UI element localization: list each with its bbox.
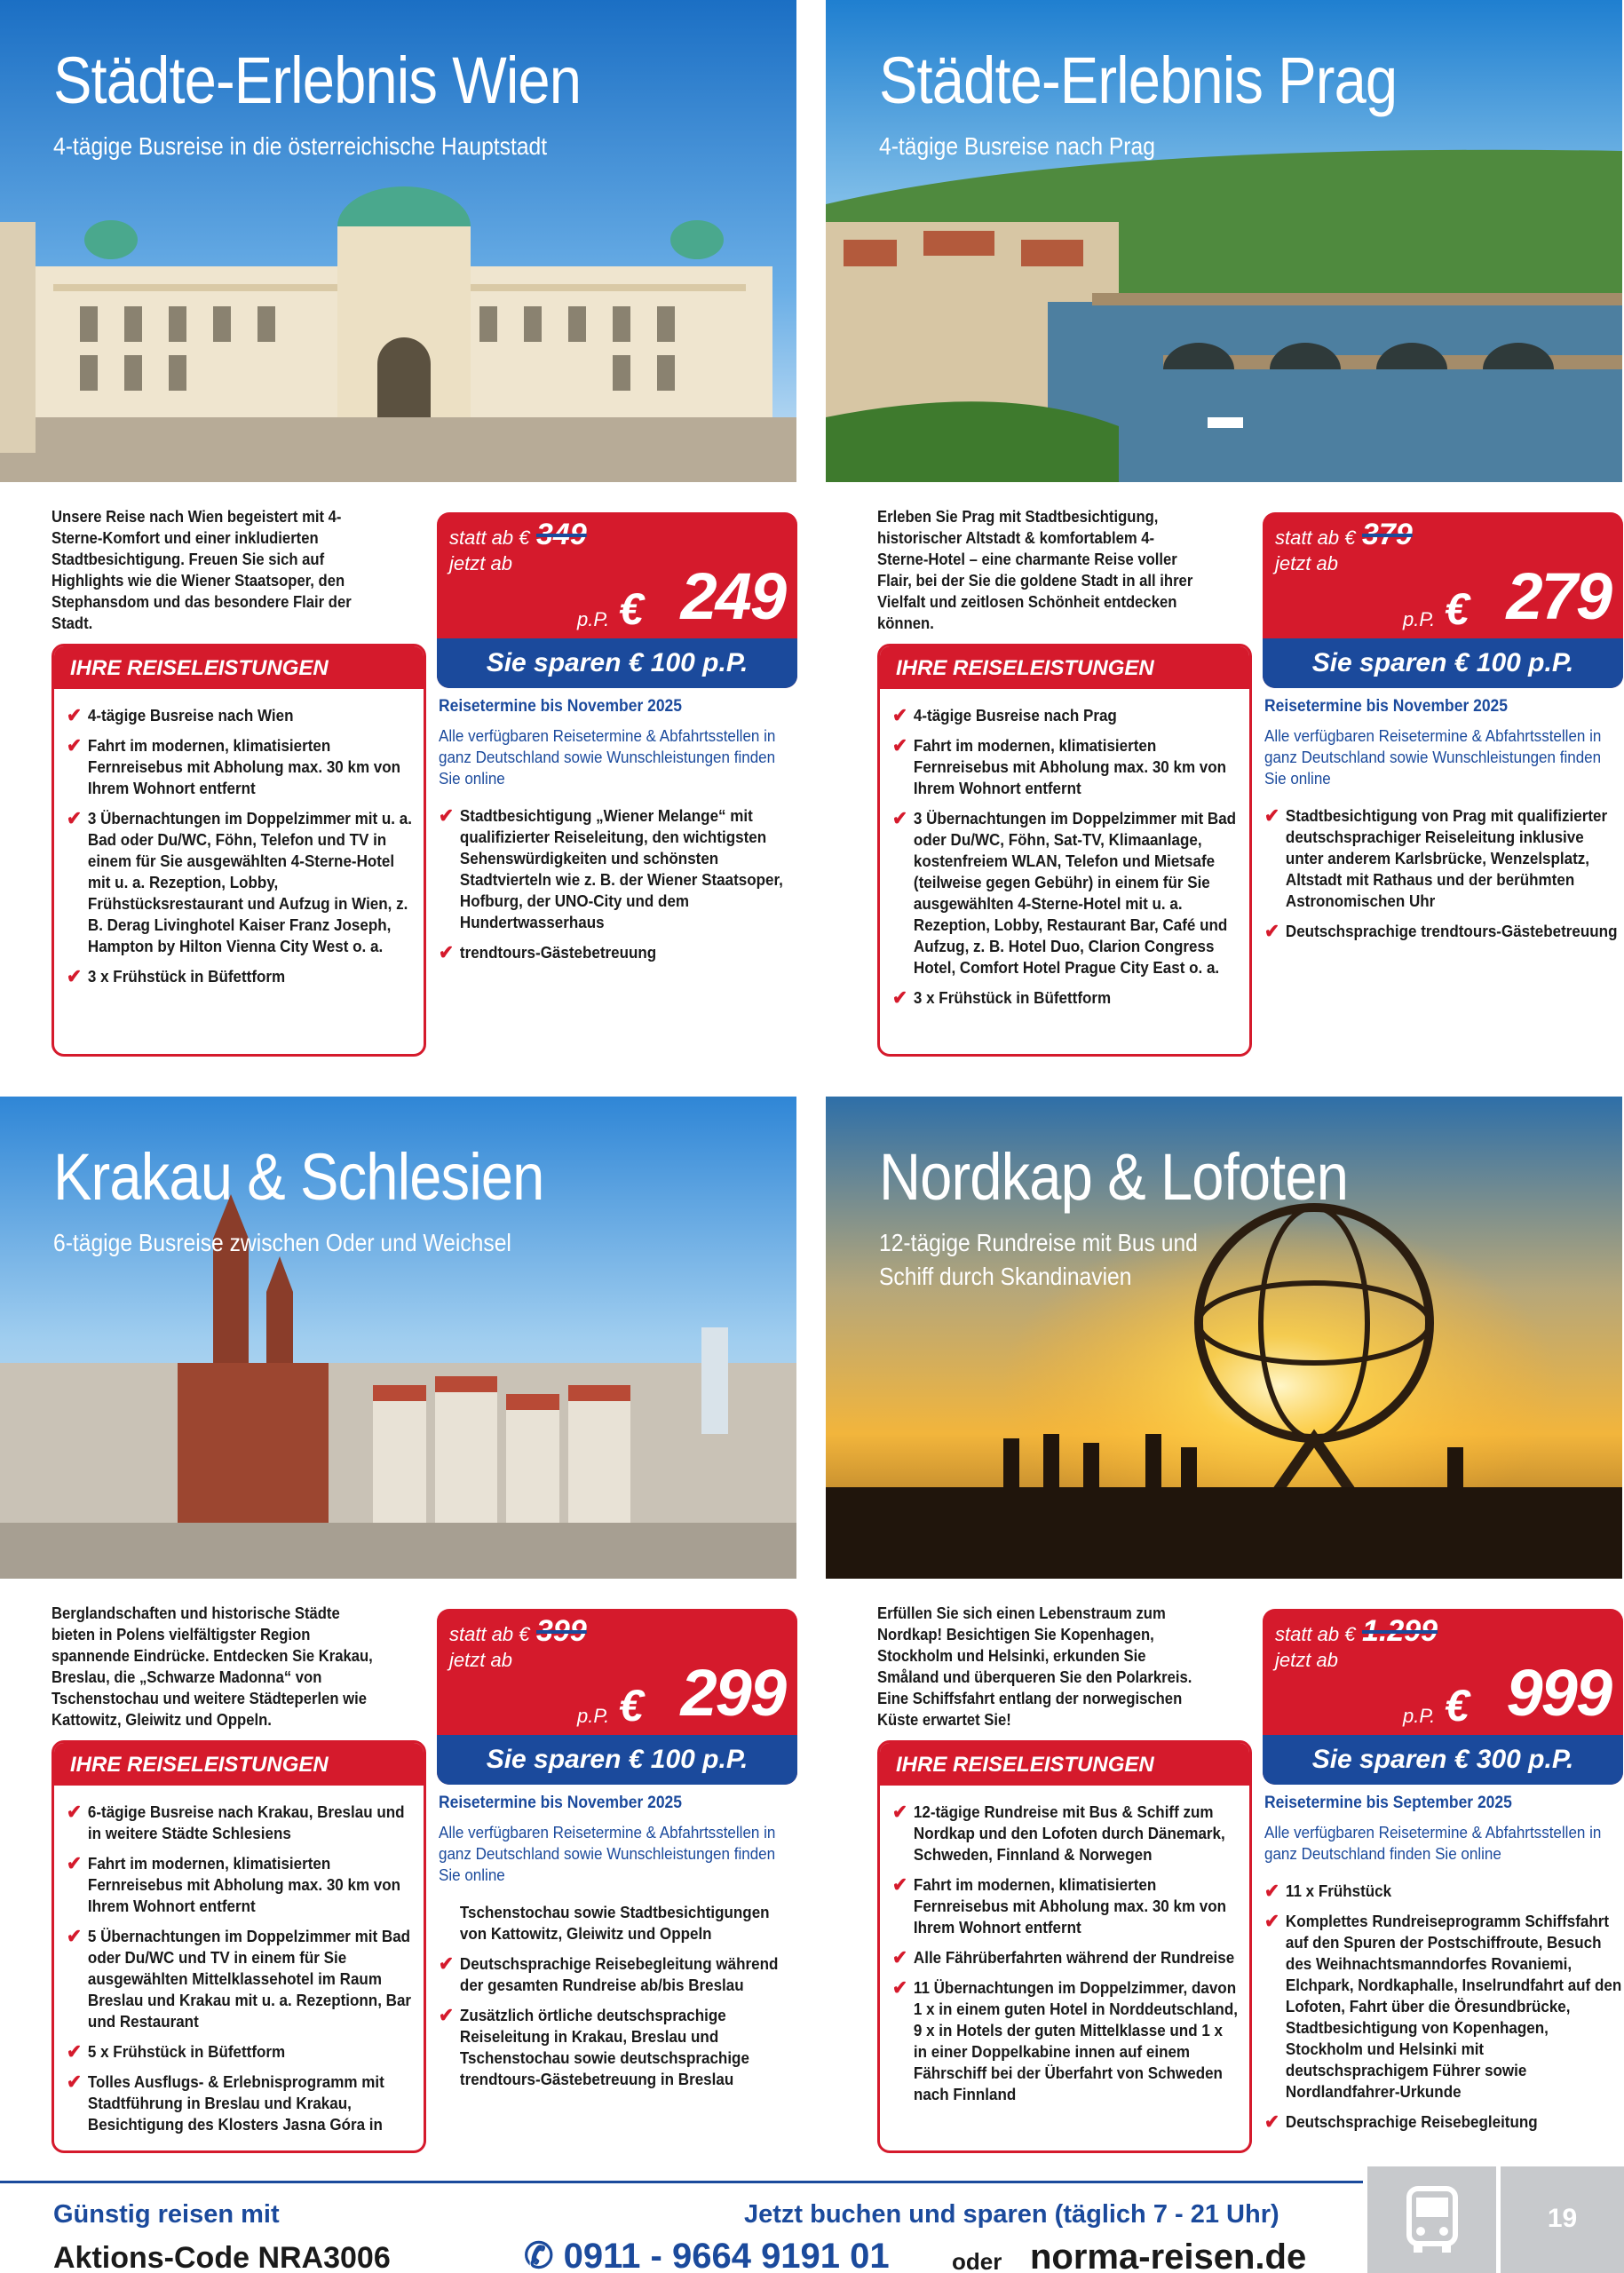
leistungen-box [51,1740,426,2153]
savings-banner: Sie sparen € 100 p.P. [1263,638,1623,688]
leistungen-box [51,644,426,1057]
list-item: ✔ Alle Fährüberfahrten während der Rundreise [892,1946,1235,1968]
euro-sign: € [619,1681,644,1730]
page-number: 19 [1547,2204,1578,2233]
availability-note: Alle verfügbaren Reisetermine & Abfahrtsstellen in ganz Deutschland sowie Wunschleistungen finden Sie online [1264,726,1602,788]
offer-wien [0,0,796,987]
phone-link[interactable]: ✆ 0911 - 9664 9191 01 [524,2236,890,2273]
offer-intro: Berglandschaften und historische Städte bieten in Polens vielfältigster Region spannende Eindrücke. Entdecken Sie Krakau, Breslau, die „Schwarze Madonna“ von Tschenstochau und weitere Städteperlen wie Kattowitz, Gleiwitz und Oppeln. [51,1604,373,1729]
euro-sign: € [619,584,644,634]
list-item: ✔ Deutschsprachige Reisebegleitung [1264,2111,1538,2133]
checkmark-icon: ✔ [439,804,454,827]
price-box [437,512,797,688]
offer-subtitle: 4-tägige Busreise in die österreichische Hauptstadt [53,132,548,160]
price-box [1263,1609,1623,1785]
list-item: ✔ 3 Übernachtungen im Doppelzimmer mit u. a. Bad oder Du/WC, Föhn, Telefon und TV in einem für Sie ausgewählten 4-Sterne-Hotel mit u. a. Rezeption, Lobby, Frühstücksrestaurant und Aufzug in Wien, z. B. Derag Livinghotel Kaiser Franz Joseph, Hampton by Hilton Vienna City West o. a. [67,807,412,955]
checkmark-icon: ✔ [892,1976,907,1999]
promo-code: Aktions-Code NRA3006 [53,2241,391,2273]
price: 299 [680,1656,785,1730]
checkmark-icon: ✔ [1264,804,1279,827]
checkmark-icon: ✔ [67,2071,82,2093]
hero-nordkap [826,1097,1622,1579]
hero-krakau [0,1097,796,1579]
page-footer [0,2166,1624,2273]
savings-banner: Sie sparen € 100 p.P. [437,638,797,688]
info-column [439,697,799,972]
list-item: ✔ Stadtbesichtigung „Wiener Melange“ mit qualifizierter Reiseleitung, den wichtigsten Sehenswürdigkeiten und schönsten Stadtvierteln wie z. B. der Wiener Staatsoper, Hofburg, der UNO-City und dem Hundertwasserhaus [439,804,783,931]
list-item: ✔ Fahrt im modernen, klimatisierten Fernreisebus mit Abholung max. 30 km von Ihrem Wohnort entfernt [892,734,1227,797]
offer-subtitle: 6-tägige Busreise zwischen Oder und Weichsel [53,1229,511,1256]
pp-label: p.P. [577,608,610,630]
reisetermine: Reisetermine bis November 2025 [439,697,682,716]
list-item: ✔ Zusätzlich örtliche deutschsprachige Reiseleitung in Krakau, Breslau und Tschenstochau sowie deutschsprachige trendtours-Gästebetreuung in Breslau [439,2004,749,2088]
reisetermine: Reisetermine bis September 2025 [1264,1794,1512,1812]
checkmark-icon: ✔ [67,734,82,756]
list-item: ✔ 3 Übernachtungen im Doppelzimmer mit Bad oder Du/WC, Föhn, Sat-TV, Klimaanlage, kostenfreiem WLAN, Telefon und Mietsafe (teilweise gegen Gebühr) in einem für Sie ausgewählten 4-Sterne-Hotel mit u. a. Rezeption, Lobby, Restaurant Bar, Café und Aufzug, z. B. Hotel Duo, Clarion Congress Hotel, Comfort Hotel Prague City East o. a. [892,807,1237,977]
leistungen-header: IHRE REISELEISTUNGEN [880,1743,1249,1786]
leistungen-header: IHRE REISELEISTUNGEN [54,646,424,689]
list-item: ✔ 6-tägige Busreise nach Krakau, Breslau und in weitere Städte Schlesiens [67,1801,405,1842]
jetzt-label: jetzt ab [449,1649,512,1671]
checkmark-icon: ✔ [1264,1880,1279,1902]
checkmark-icon: ✔ [1264,2111,1279,2133]
oder-label: oder [952,2248,1002,2273]
page-number-block [1501,2166,1624,2273]
website-link[interactable]: norma-reisen.de [1030,2237,1307,2273]
savings-banner: Sie sparen € 300 p.P. [1263,1735,1623,1785]
offer-subtitle: 12-tägige Rundreise mit Bus und Schiff durch Skandinavien [879,1229,1198,1290]
leistungen-header: IHRE REISELEISTUNGEN [54,1743,424,1786]
leistungen-box [877,1740,1252,2153]
checkmark-icon: ✔ [67,807,82,829]
availability-note: Alle verfügbaren Reisetermine & Abfahrtsstellen in ganz Deutschland sowie Wunschleistungen finden Sie online [439,1823,776,1884]
extra-list [439,805,799,963]
checkmark-icon: ✔ [67,1801,82,1823]
leistungen-list [54,689,424,987]
list-item: ✔ 5 x Frühstück in Büfettform [67,2040,286,2063]
offer-title: Nordkap & Lofoten [879,1140,1349,1214]
price: 249 [680,559,785,633]
hero-prag [826,0,1622,482]
extra-list [1264,1881,1624,2133]
checkmark-icon: ✔ [892,807,907,829]
checkmark-icon: ✔ [892,1946,907,1968]
footer-rule [0,2181,1363,2183]
offer-intro: Erleben Sie Prag mit Stadtbesichtigung, historischer Altstadt & komfortablem 4-Sterne-Hotel – eine charmante Reise voller Flair, bei der Sie die goldene Stadt in all ihrer Vielfalt und zeitlosen Schönheit entdecken können. [877,507,1193,632]
old-price: 1.299 [1362,1614,1438,1648]
checkmark-icon: ✔ [439,1952,454,1975]
checkmark-icon: ✔ [67,1852,82,1874]
pp-label: p.P. [1403,1705,1436,1727]
price: 279 [1506,559,1611,633]
checkmark-icon: ✔ [439,2004,454,2026]
jetzt-label: jetzt ab [1275,1649,1338,1671]
list-item: ✔ Tolles Ausflugs- & Erlebnisprogramm mit Stadtführung in Breslau und Krakau, Besichtigung des Klosters Jasna Góra in [67,2071,384,2134]
footer-tagline: Günstig reisen mit [53,2200,280,2229]
old-price: 349 [536,518,587,551]
checkmark-icon: ✔ [892,1801,907,1823]
checkmark-icon: ✔ [67,704,82,726]
list-item: Tschenstochau sowie Stadtbesichtigungen von Kattowitz, Gleiwitz und Oppeln [459,1903,770,1943]
info-column [439,1794,799,2099]
statt-label: statt ab € [449,527,530,549]
checkmark-icon: ✔ [892,734,907,756]
info-column [1264,1794,1624,2142]
checkmark-icon: ✔ [439,941,454,963]
pp-label: p.P. [1403,608,1436,630]
offer-title: Krakau & Schlesien [53,1140,544,1214]
list-item: ✔ 5 Übernachtungen im Doppelzimmer mit Bad oder Du/WC und TV in einem für Sie ausgewählten Mittelklassehotel im Raum Breslau und Krakau mit u. a. Rezeptionn, Bar und Restaurant [67,1925,412,2031]
availability-note: Alle verfügbaren Reisetermine & Abfahrtsstellen in ganz Deutschland finden Sie online [1264,1823,1602,1863]
savings-banner: Sie sparen € 100 p.P. [437,1735,797,1785]
list-item: ✔ 3 x Frühstück in Büfettform [67,965,286,987]
checkmark-icon: ✔ [67,1925,82,1947]
list-item: ✔ Komplettes Rundreiseprogramm Schiffsfahrt auf den Spuren der Postschiffroute, Besuch des Weihnachtsmanndorfes Rovaniemi, Elchpark, Nordkaphalle, Inselrundfahrt auf den Lofoten, Fahrt über die Öresundbrücke, Stadtbesichtigung von Kopenhagen, Stockholm und Helsinki mit deutschsprachigem Führer sowie Nordlandfahrer-Urkunde [1264,1910,1622,2101]
checkmark-icon: ✔ [1264,1910,1279,1932]
list-item: ✔ Fahrt im modernen, klimatisierten Fernreisebus mit Abholung max. 30 km von Ihrem Wohnort entfernt [67,734,401,797]
list-item: ✔ 11 x Frühstück [1264,1880,1392,1902]
list-item: ✔ Fahrt im modernen, klimatisierten Fernreisebus mit Abholung max. 30 km von Ihrem Wohnort entfernt [892,1873,1227,1936]
list-item: ✔ Deutschsprachige Reisebegleitung während der gesamten Rundreise ab/bis Breslau [439,1952,779,1994]
list-item: ✔ 11 Übernachtungen im Doppelzimmer, davon 1 x in einem guten Hotel in Norddeutschland, 9 x in Hotels der guten Mittelklasse und 1 x in einer Doppelkabine innen auf einem Fährschiff bei der Überfahrt von Schweden nach Finnland [892,1976,1238,2103]
price-box [1263,512,1623,688]
bus-icon-block [1367,2166,1496,2273]
checkmark-icon: ✔ [892,704,907,726]
extra-list [439,1902,799,2090]
checkmark-icon: ✔ [1264,920,1279,942]
offer-krakau [0,1097,796,2134]
info-column [1264,697,1624,951]
hero-wien [0,0,796,482]
offer-subtitle: 4-tägige Busreise nach Prag [879,132,1155,160]
checkmark-icon: ✔ [67,965,82,987]
availability-note: Alle verfügbaren Reisetermine & Abfahrtsstellen in ganz Deutschland sowie Wunschleistungen finden Sie online [439,726,776,788]
offer-nordkap [826,1097,1622,2133]
offer-title: Städte-Erlebnis Wien [53,44,582,117]
leistungen-list [880,1786,1249,2105]
offer-prag [826,0,1622,1009]
list-item: ✔ 4-tägige Busreise nach Wien [67,704,294,726]
offer-intro: Unsere Reise nach Wien begeistert mit 4-Sterne-Komfort und einer inkludierten Stadtbesichtigung. Freuen Sie sich auf Highlights wie die Wiener Staatsoper, den Stephansdom und das besondere Flair der Stadt. [51,507,352,632]
leistungen-header: IHRE REISELEISTUNGEN [880,646,1249,689]
statt-label: statt ab € [1275,1623,1356,1645]
old-price: 379 [1362,518,1413,551]
statt-label: statt ab € [449,1623,530,1645]
euro-sign: € [1445,1681,1470,1730]
list-item: ✔ Deutschsprachige trendtours-Gästebetreuung [1264,920,1618,942]
leistungen-list [54,1786,424,2135]
leistungen-list [880,689,1249,1009]
checkmark-icon: ✔ [892,1873,907,1896]
extra-list [1264,805,1624,942]
leistungen-box [877,644,1252,1057]
reisetermine: Reisetermine bis November 2025 [439,1794,682,1812]
offer-intro: Erfüllen Sie sich einen Lebenstraum zum Nordkap! Besichtigen Sie Kopenhagen, Stockholm und Helsinki, erkunden Sie Småland und überqueren Sie den Polarkreis. Eine Schiffsfahrt entlang der norwegischen Küste erwartet Sie! [877,1604,1192,1729]
list-item: ✔ trendtours-Gästebetreuung [439,941,657,963]
checkmark-icon: ✔ [892,986,907,1009]
list-item: ✔ Stadtbesichtigung von Prag mit qualifizierter deutschsprachiger Reiseleitung inklusive unter anderem Karlsbrücke, Wenzelsplatz, Altstadt mit Rathaus und der berühmten Astronomischen Uhr [1264,804,1608,910]
reisetermine: Reisetermine bis November 2025 [1264,697,1508,716]
checkmark-icon: ✔ [67,2040,82,2063]
phone-icon: ✆ [524,2237,564,2273]
offer-title: Städte-Erlebnis Prag [879,44,1398,117]
euro-sign: € [1445,584,1470,634]
list-item: ✔ Fahrt im modernen, klimatisierten Fernreisebus mit Abholung max. 30 km von Ihrem Wohnort entfernt [67,1852,401,1915]
list-item: ✔ 4-tägige Busreise nach Prag [892,704,1117,726]
price: 999 [1506,1656,1611,1730]
jetzt-label: jetzt ab [1275,552,1338,574]
list-item: ✔ 3 x Frühstück in Büfettform [892,986,1112,1009]
bus-icon [1367,2166,1496,2273]
price-box [437,1609,797,1785]
statt-label: statt ab € [1275,527,1356,549]
jetzt-label: jetzt ab [449,552,512,574]
booking-cta: Jetzt buchen und sparen (täglich 7 - 21 Uhr) [744,2200,1279,2229]
pp-label: p.P. [577,1705,610,1727]
old-price: 399 [536,1614,587,1648]
list-item: ✔ 12-tägige Rundreise mit Bus & Schiff zum Nordkap und den Lofoten durch Dänemark, Schweden, Finnland & Norwegen [892,1801,1225,1864]
